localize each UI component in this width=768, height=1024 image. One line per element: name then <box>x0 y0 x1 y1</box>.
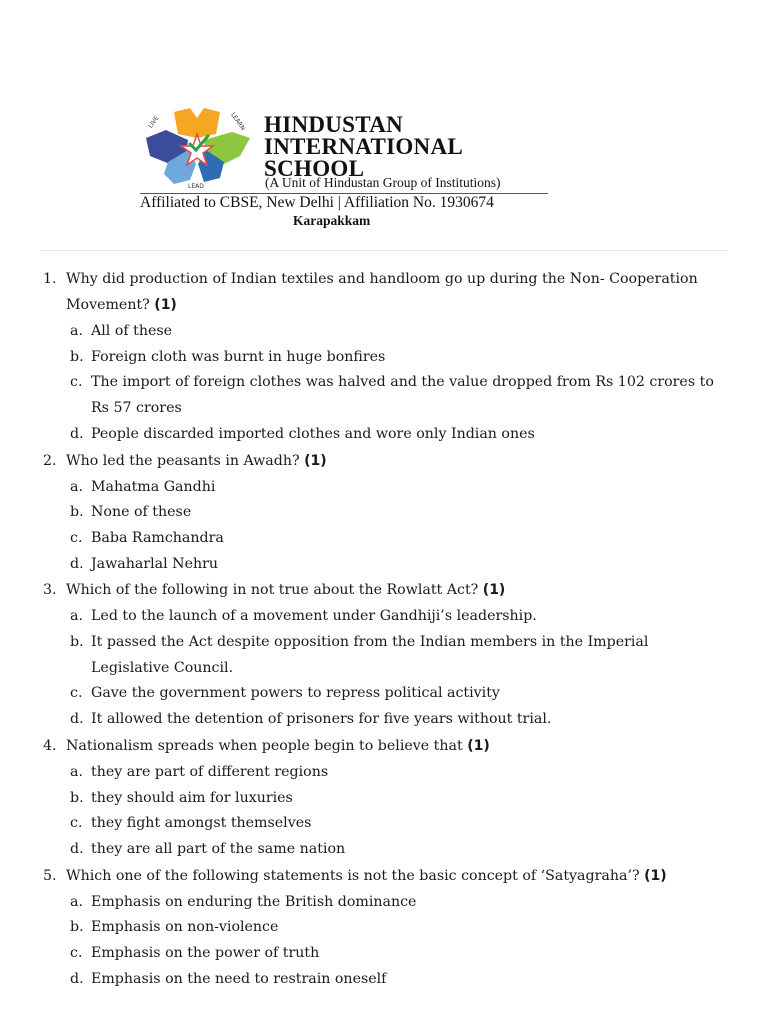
question-marks: (1) <box>644 867 667 884</box>
school-location: Karapakkam <box>293 213 371 228</box>
option-text: they are part of different regions <box>91 763 329 780</box>
option-letter: a. <box>70 323 83 339</box>
option-letter: d. <box>70 840 84 857</box>
affiliation-line: Affiliated to CBSE, New Delhi | Affiliation No. 1930674 <box>140 194 494 211</box>
question-text: Why did production of Indian textiles and handloom go up during the Non- Cooperation Movement? <box>66 271 698 313</box>
option-letter: b. <box>70 504 84 521</box>
option-item <box>66 345 730 371</box>
question-text: Which one of the following statements is not the basic concept of ‘Satyagraha’? <box>66 867 640 884</box>
option-list <box>66 603 730 733</box>
option-text: they are all part of the same nation <box>91 840 346 857</box>
school-name-line: INTERNATIONAL <box>264 134 464 159</box>
question-text: Who led the peasants in Awadh? <box>66 452 300 469</box>
option-item <box>66 760 730 786</box>
question-number: 3. <box>43 582 57 599</box>
option-text: It allowed the detention of prisoners for five years without trial. <box>91 711 552 728</box>
question-marks: (1) <box>467 737 490 754</box>
option-text: they fight amongst themselves <box>91 815 312 832</box>
option-text: Foreign cloth was burnt in huge bonfires <box>91 348 386 365</box>
option-item <box>66 604 730 630</box>
option-text: Emphasis on the power of truth <box>91 945 320 962</box>
option-text: they should aim for luxuries <box>91 789 293 806</box>
option-letter: d. <box>70 555 84 572</box>
option-letter: c. <box>70 945 83 962</box>
question-marks: (1) <box>482 582 506 599</box>
option-letter: a. <box>70 893 83 910</box>
school-logo-icon <box>140 104 255 190</box>
question-item <box>40 733 730 863</box>
option-item <box>66 786 730 812</box>
option-text: The import of foreign clothes was halved and the value dropped from Rs 102 crores to Rs 57 crores <box>91 374 714 417</box>
option-list <box>66 889 730 993</box>
option-letter: b. <box>70 919 84 936</box>
option-text: People discarded imported clothes and wore only Indian ones <box>91 425 535 442</box>
option-text: Baba Ramchandra <box>91 529 224 546</box>
option-item <box>66 370 730 421</box>
school-header <box>140 104 560 234</box>
question-number: 4. <box>43 737 57 754</box>
option-list <box>66 318 730 448</box>
question-item <box>40 266 730 448</box>
logo-word-learn: LEARN <box>229 111 247 132</box>
option-item <box>66 500 730 526</box>
option-letter: a. <box>70 478 83 495</box>
option-item <box>66 681 730 707</box>
option-text: Emphasis on the need to restrain oneself <box>91 970 387 987</box>
option-letter: b. <box>70 789 84 806</box>
option-text: It passed the Act despite opposition from the Indian members in the Imperial Legislative Council. <box>91 634 649 676</box>
option-letter: c. <box>70 815 83 832</box>
option-text: None of these <box>91 504 192 521</box>
option-item <box>66 967 730 993</box>
option-letter: d. <box>70 711 84 728</box>
option-text: Mahatma Gandhi <box>91 478 216 495</box>
question-item <box>40 863 730 993</box>
option-item <box>66 630 730 681</box>
question-item <box>40 577 730 733</box>
option-item <box>66 552 730 578</box>
option-letter: c. <box>70 374 83 391</box>
school-name <box>264 114 463 180</box>
question-item <box>40 448 730 578</box>
logo-word-lead: LEAD <box>188 183 204 190</box>
option-letter: b. <box>70 634 84 651</box>
option-text: Jawaharlal Nehru <box>91 555 219 572</box>
question-number: 5. <box>43 867 57 884</box>
question-number: 2. <box>43 452 57 469</box>
school-name-line: SCHOOL <box>264 156 365 181</box>
option-letter: d. <box>70 970 84 987</box>
header-divider <box>40 250 728 251</box>
option-item <box>66 915 730 941</box>
option-item <box>66 890 730 916</box>
question-text: Nationalism spreads when people begin to believe that <box>66 737 463 754</box>
option-list <box>66 474 730 578</box>
school-unit-line: (A Unit of Hindustan Group of Institutions) <box>265 175 501 190</box>
option-item <box>66 707 730 733</box>
option-item <box>66 941 730 967</box>
option-text: Emphasis on enduring the British dominance <box>91 893 417 910</box>
option-item <box>66 319 730 345</box>
option-letter: a. <box>70 608 83 625</box>
option-text: All of these <box>91 323 173 339</box>
option-item <box>66 422 730 448</box>
option-item <box>66 526 730 552</box>
option-letter: d. <box>70 425 84 442</box>
option-letter: c. <box>70 529 83 546</box>
question-list <box>40 266 730 992</box>
option-text: Emphasis on non-violence <box>91 919 279 936</box>
logo-word-live: LIVE <box>147 114 161 130</box>
option-text: Gave the government powers to repress political activity <box>91 685 500 702</box>
question-marks: (1) <box>154 297 177 313</box>
question-number: 1. <box>43 271 57 287</box>
option-letter: a. <box>70 763 83 780</box>
option-letter: c. <box>70 685 83 702</box>
option-item <box>66 811 730 837</box>
option-letter: b. <box>70 348 84 365</box>
question-marks: (1) <box>304 452 327 469</box>
option-text: Led to the launch of a movement under Gandhiji’s leadership. <box>91 608 537 625</box>
option-item <box>66 837 730 863</box>
school-name-line: HINDUSTAN <box>264 112 404 137</box>
question-text: Which of the following in not true about the Rowlatt Act? <box>66 582 479 599</box>
option-list <box>66 759 730 863</box>
option-item <box>66 475 730 501</box>
